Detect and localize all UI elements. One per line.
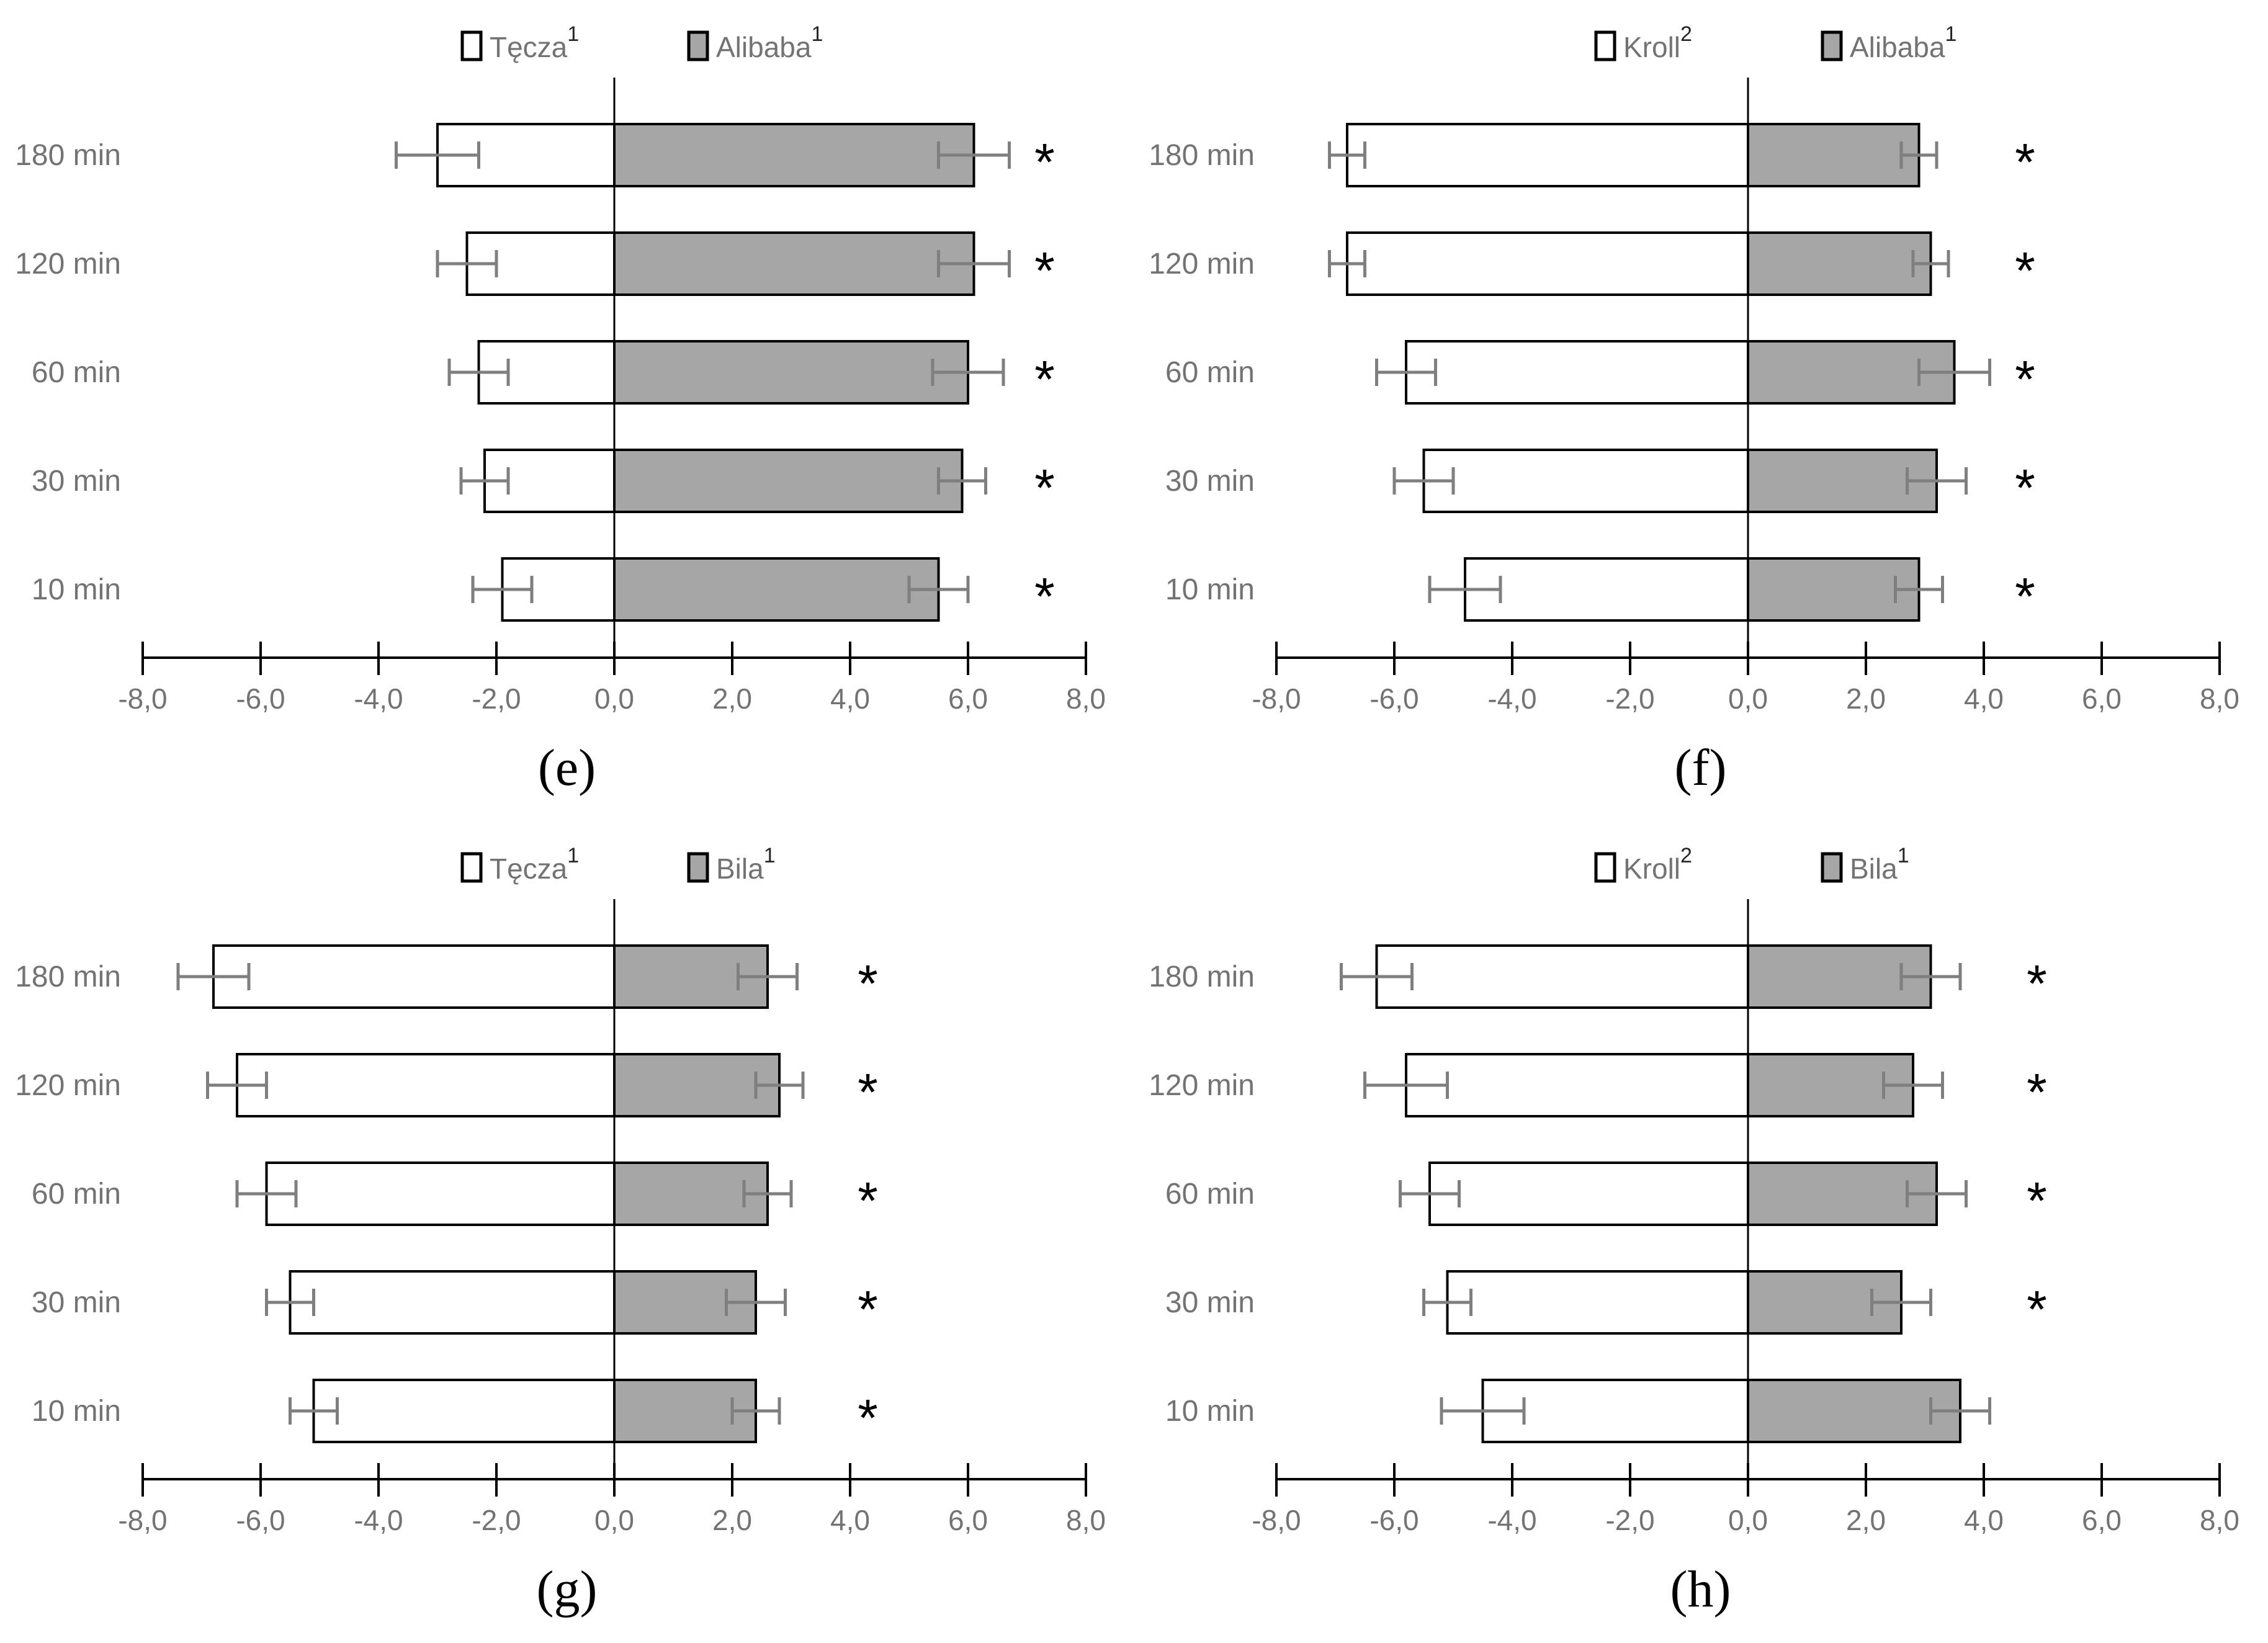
category-label: 60 min — [31, 1178, 121, 1211]
category-label: 180 min — [1149, 139, 1255, 172]
x-tick-label: -4,0 — [1487, 683, 1537, 715]
x-tick-label: -8,0 — [118, 683, 168, 715]
x-tick-label: 0,0 — [594, 1504, 634, 1536]
category-label: 30 min — [1165, 1286, 1255, 1319]
x-tick-label: 2,0 — [1846, 1504, 1886, 1536]
x-tick-label: 2,0 — [1846, 683, 1886, 715]
x-tick-label: -4,0 — [354, 683, 403, 715]
legend-item — [689, 844, 776, 885]
legend-swatch — [689, 854, 707, 881]
significance-asterisk: * — [858, 1171, 878, 1230]
x-tick-label: 4,0 — [1964, 1504, 2004, 1536]
x-tick-label: -4,0 — [1487, 1504, 1537, 1536]
bar-negative — [213, 946, 614, 1008]
chart-caption-e: (e) — [537, 739, 596, 797]
category-label: 60 min — [1165, 1178, 1255, 1211]
legend — [1596, 844, 1909, 885]
chart-panel-f — [1134, 0, 2267, 822]
category-label: 10 min — [31, 573, 121, 606]
x-tick-label: 0,0 — [594, 683, 634, 715]
legend-swatch — [689, 32, 707, 60]
x-tick-label: -2,0 — [1605, 683, 1655, 715]
category-label: 60 min — [1165, 356, 1255, 389]
significance-asterisk: * — [2015, 459, 2035, 517]
significance-asterisk: * — [2015, 567, 2035, 625]
x-tick-label: 0,0 — [1728, 1504, 1768, 1536]
bar-positive — [1748, 124, 1919, 186]
legend-item — [462, 844, 579, 885]
legend-swatch — [462, 32, 481, 60]
legend-label: Bila$^1$ — [1850, 844, 1909, 885]
bar-positive — [1748, 233, 1931, 295]
legend — [462, 22, 823, 63]
chart-caption-h: (h) — [1670, 1560, 1731, 1618]
bar-negative — [1448, 1271, 1749, 1333]
significance-asterisk: * — [1034, 567, 1055, 625]
x-tick-label: 2,0 — [712, 683, 752, 715]
legend-label: Alibaba$^1$ — [716, 22, 823, 63]
x-tick-label: 4,0 — [1964, 683, 2004, 715]
x-tick-label: -4,0 — [354, 1504, 403, 1536]
category-label: 30 min — [1165, 465, 1255, 498]
bar-positive — [614, 558, 939, 620]
x-tick-label: 4,0 — [830, 683, 870, 715]
bar-negative — [237, 1054, 614, 1116]
legend-swatch — [1822, 32, 1841, 60]
legend-label: Alibaba$^1$ — [1850, 22, 1957, 63]
x-tick-label: 2,0 — [712, 1504, 752, 1536]
x-tick-label: 6,0 — [948, 683, 988, 715]
legend-swatch — [1596, 854, 1615, 881]
x-tick-label: 6,0 — [948, 1504, 988, 1536]
category-label: 30 min — [31, 465, 121, 498]
category-label: 180 min — [1149, 960, 1255, 993]
chart-svg-f — [1134, 0, 2267, 822]
bar-negative — [1406, 1054, 1748, 1116]
legend-item — [689, 22, 823, 63]
bar-positive — [614, 233, 974, 295]
legend-label: Tęcza$^1$ — [490, 22, 580, 63]
bar-negative — [1406, 341, 1748, 403]
chart-panel-h — [1134, 822, 2267, 1643]
x-tick-label: -8,0 — [118, 1504, 168, 1536]
legend-item — [1822, 844, 1909, 885]
x-tick-label: -2,0 — [472, 1504, 521, 1536]
bar-positive — [614, 450, 962, 512]
bar-negative — [314, 1380, 615, 1442]
bar-negative — [1424, 450, 1749, 512]
significance-asterisk: * — [858, 954, 878, 1013]
significance-asterisk: * — [2027, 1171, 2047, 1230]
chart-caption-f: (f) — [1674, 739, 1727, 797]
x-tick-label: -8,0 — [1252, 683, 1301, 715]
x-tick-label: -6,0 — [236, 1504, 285, 1536]
significance-asterisk: * — [1034, 133, 1055, 191]
x-tick-label: -6,0 — [1369, 1504, 1419, 1536]
x-tick-label: 6,0 — [2082, 1504, 2122, 1536]
bar-negative — [1377, 946, 1749, 1008]
bar-positive — [614, 341, 968, 403]
legend-swatch — [1596, 32, 1615, 60]
bar-negative — [1465, 558, 1748, 620]
significance-asterisk: * — [1034, 241, 1055, 300]
significance-asterisk: * — [858, 1389, 878, 1447]
bar-negative — [1347, 233, 1748, 295]
x-tick-label: 4,0 — [830, 1504, 870, 1536]
legend-item — [1822, 22, 1956, 63]
category-label: 10 min — [1165, 573, 1255, 606]
category-label: 60 min — [31, 356, 121, 389]
category-label: 10 min — [1165, 1395, 1255, 1428]
bar-negative — [1347, 124, 1748, 186]
bar-positive — [1748, 558, 1919, 620]
legend-item — [1596, 22, 1692, 63]
category-label: 120 min — [1149, 1069, 1255, 1102]
chart-panel-g — [0, 822, 1134, 1643]
significance-asterisk: * — [1034, 459, 1055, 517]
category-label: 180 min — [15, 960, 121, 993]
chart-caption-g: (g) — [536, 1560, 598, 1618]
x-tick-label: -2,0 — [1605, 1504, 1655, 1536]
category-label: 10 min — [31, 1395, 121, 1428]
legend — [1596, 22, 1956, 63]
legend-item — [1596, 844, 1692, 885]
bar-negative — [267, 1163, 615, 1225]
significance-asterisk: * — [2027, 1063, 2047, 1121]
x-tick-label: 8,0 — [1066, 1504, 1106, 1536]
legend — [462, 844, 776, 885]
category-label: 30 min — [31, 1286, 121, 1319]
significance-asterisk: * — [2027, 1280, 2047, 1338]
category-label: 120 min — [15, 1069, 121, 1102]
bar-negative — [290, 1271, 615, 1333]
x-tick-label: 0,0 — [1728, 683, 1768, 715]
significance-asterisk: * — [2015, 241, 2035, 300]
chart-svg-g — [0, 822, 1134, 1643]
legend-swatch — [462, 854, 481, 881]
chart-panel-e — [0, 0, 1134, 822]
x-tick-label: 8,0 — [1066, 683, 1106, 715]
x-tick-label: 8,0 — [2200, 1504, 2239, 1536]
significance-asterisk: * — [2027, 954, 2047, 1013]
legend-item — [462, 22, 579, 63]
x-tick-label: 6,0 — [2082, 683, 2122, 715]
chart-svg-h — [1134, 822, 2267, 1643]
significance-asterisk: * — [2015, 350, 2035, 408]
category-label: 180 min — [15, 139, 121, 172]
significance-asterisk: * — [858, 1063, 878, 1121]
significance-asterisk: * — [1034, 350, 1055, 408]
bar-positive — [1748, 1380, 1960, 1442]
x-tick-label: -6,0 — [1369, 683, 1419, 715]
significance-asterisk: * — [858, 1280, 878, 1338]
legend-label: Bila$^1$ — [716, 844, 776, 885]
legend-label: Kroll$^2$ — [1623, 844, 1692, 885]
x-tick-label: -8,0 — [1252, 1504, 1301, 1536]
bar-positive — [614, 124, 974, 186]
category-label: 120 min — [1149, 248, 1255, 280]
x-tick-label: -2,0 — [472, 683, 521, 715]
chart-svg-e — [0, 0, 1134, 822]
significance-asterisk: * — [2015, 133, 2035, 191]
legend-swatch — [1822, 854, 1841, 881]
legend-label: Kroll$^2$ — [1623, 22, 1692, 63]
x-tick-label: 8,0 — [2200, 683, 2239, 715]
bar-negative — [1430, 1163, 1748, 1225]
x-tick-label: -6,0 — [236, 683, 285, 715]
legend-label: Tęcza$^1$ — [490, 844, 580, 885]
category-label: 120 min — [15, 248, 121, 280]
